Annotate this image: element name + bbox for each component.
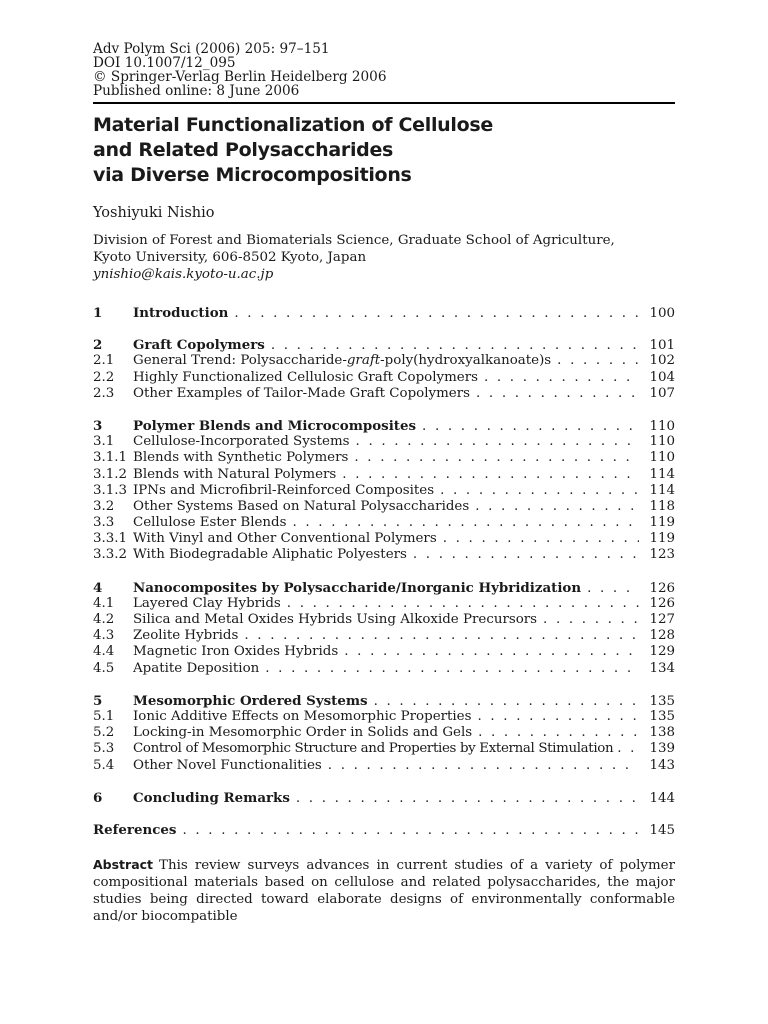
toc-number: 4.1 (93, 595, 115, 611)
toc-label: Magnetic Iron Oxides Hybrids (133, 644, 339, 660)
toc-leader (475, 499, 639, 515)
author-email[interactable]: ynishio@kais.kyoto-u.ac.jp (93, 267, 274, 282)
toc-number: 4 (93, 579, 103, 596)
journal-header (93, 42, 675, 98)
toc-entry[interactable] (93, 353, 675, 369)
toc-leader (287, 596, 639, 612)
toc-leader (356, 434, 639, 450)
toc-entry[interactable] (93, 596, 675, 612)
toc-label: Locking-in Mesomorphic Order in Solids and Gels (133, 725, 473, 741)
toc-page: 127 (649, 612, 675, 627)
toc-label: Silica and Metal Oxides Hybrids Using Alkoxide Precursors (133, 612, 538, 627)
toc-entry[interactable] (93, 434, 675, 450)
toc-page: 145 (649, 822, 675, 838)
toc-label: References (93, 821, 177, 838)
toc-number: 5.1 (93, 708, 115, 724)
toc-leader (617, 741, 643, 757)
toc-label: Cellulose Ester Blends (133, 515, 287, 531)
toc-number: 3.1 (93, 434, 115, 450)
toc-leader (374, 694, 639, 710)
toc-label: Introduction (133, 305, 229, 321)
toc-number: 5.2 (93, 725, 115, 741)
toc-leader (182, 823, 639, 839)
toc-entry[interactable] (93, 758, 675, 774)
toc-leader (292, 515, 639, 531)
toc-entry[interactable] (93, 531, 675, 547)
toc-leader (234, 306, 639, 322)
toc-page: 110 (649, 434, 675, 450)
toc-label: With Vinyl and Other Conventional Polymers (133, 531, 437, 547)
toc-label: Other Systems Based on Natural Polysaccharides (133, 498, 470, 514)
toc-leader (344, 644, 639, 660)
abstract-text: This review surveys advances in current studies of a variety of polymer compositional materials based on cellulose and related polysaccharides, the major studies being directed toward elaborate designs of environmentally conformable and/or biocompatible (93, 858, 675, 925)
toc-number: 6 (93, 789, 103, 806)
toc-leader (543, 612, 639, 628)
toc-leader (484, 370, 639, 386)
toc-leader (443, 531, 639, 547)
toc-page: 110 (649, 418, 675, 434)
title-line: and Related Polysaccharides (93, 139, 394, 161)
toc-entry[interactable] (93, 386, 675, 402)
header-rule (93, 102, 675, 104)
toc-page: 129 (649, 644, 675, 660)
toc-entry[interactable] (93, 661, 675, 677)
toc-page: 102 (649, 353, 675, 369)
toc-leader (422, 419, 639, 435)
toc-entry[interactable] (93, 499, 675, 515)
toc-label: Graft Copolymers (133, 337, 265, 354)
toc-label: With Biodegradable Aliphatic Polyesters (133, 547, 407, 563)
author-name: Yoshiyuki Nishio (93, 205, 215, 221)
toc-page: 100 (649, 306, 675, 321)
toc-number: 3 (93, 417, 103, 434)
toc-entry[interactable] (93, 612, 675, 628)
toc-entry[interactable] (93, 790, 675, 806)
toc-entry[interactable] (93, 418, 675, 434)
toc-number: 4.5 (93, 660, 115, 676)
toc-label: Nanocomposites by Polysaccharide/Inorganic Hybridization (133, 579, 582, 596)
toc-leader (476, 386, 639, 402)
toc-number: 4.2 (93, 612, 115, 627)
toc-label: Polymer Blends and Microcomposites (133, 417, 417, 434)
toc-number: 5.3 (93, 741, 115, 757)
toc-number: 3.3.2 (93, 547, 128, 563)
toc-label: Control of Mesomorphic Structure and Properties by External Stimulation (133, 741, 614, 757)
toc-entry[interactable] (93, 741, 675, 757)
toc-leader (244, 628, 639, 644)
toc-entry[interactable] (93, 515, 675, 531)
toc-entry[interactable] (93, 450, 675, 466)
toc-label: Zeolite Hybrids (133, 628, 239, 644)
toc-page: 139 (649, 741, 675, 757)
toc-page: 119 (649, 515, 675, 531)
toc-page: 126 (649, 595, 675, 611)
toc-label: Other Examples of Tailor-Made Graft Copolymers (133, 385, 470, 401)
toc-entry[interactable] (93, 483, 675, 499)
toc-label: IPNs and Microfibril-Reinforced Composites (133, 482, 435, 498)
toc-label: Concluding Remarks (133, 789, 290, 806)
toc-leader (265, 661, 639, 677)
toc-entry[interactable] (93, 725, 675, 741)
affiliation (93, 232, 675, 283)
toc-number: 3.3 (93, 515, 115, 531)
toc-leader (328, 758, 639, 774)
toc-number: 3.1.3 (93, 482, 128, 498)
toc-label: Cellulose-Incorporated Systems (133, 434, 350, 450)
toc-page: 110 (649, 450, 675, 466)
paper-title (93, 113, 675, 188)
abstract-label: Abstract (93, 857, 154, 873)
toc-leader (296, 791, 639, 807)
toc-page: 134 (649, 660, 675, 676)
paper-page (93, 42, 675, 925)
toc-label: Blends with Natural Polymers (133, 466, 337, 482)
toc-number: 5 (93, 692, 103, 709)
toc-number: 4.3 (93, 628, 115, 644)
toc-entry[interactable] (93, 709, 675, 725)
toc-number: 3.1.1 (93, 450, 128, 466)
toc-leader (413, 547, 639, 563)
toc-number: 3.3.1 (93, 531, 128, 547)
toc-page: 126 (649, 580, 675, 596)
copyright: © Springer-Verlag Berlin Heidelberg 2006 (93, 69, 387, 85)
toc-page: 138 (649, 725, 675, 741)
toc-entry[interactable] (93, 370, 675, 386)
toc-page: 128 (649, 628, 675, 644)
toc-leader (478, 725, 639, 741)
toc-leader (271, 338, 639, 354)
title-line: Material Functionalization of Cellulose (93, 114, 493, 136)
toc-entry[interactable] (93, 305, 675, 321)
toc-label: Mesomorphic Ordered Systems (133, 692, 368, 709)
toc-number: 2.3 (93, 385, 115, 401)
toc-page: 101 (649, 338, 675, 354)
toc-number: 4.4 (93, 644, 115, 660)
toc-entry[interactable] (93, 580, 675, 596)
toc-leader (354, 450, 639, 466)
toc-page: 118 (649, 498, 675, 514)
toc-label: General Trend: Polysaccharide-graft-poly(hydroxyalkanoate)s (133, 353, 552, 369)
toc-entry[interactable] (93, 467, 675, 483)
toc-number: 1 (93, 305, 103, 321)
affiliation-line: Division of Forest and Biomaterials Science, Graduate School of Agriculture, (93, 233, 615, 248)
toc-number: 2.1 (93, 353, 115, 369)
title-line: via Diverse Microcompositions (93, 164, 412, 186)
toc-leader (342, 467, 639, 483)
toc-label: Layered Clay Hybrids (133, 595, 281, 611)
toc-entry[interactable] (93, 693, 675, 709)
toc-entry[interactable] (93, 547, 675, 563)
table-of-contents (93, 305, 675, 838)
toc-leader (477, 709, 639, 725)
doi: DOI 10.1007/12_095 (93, 55, 236, 71)
toc-label: Other Novel Functionalities (133, 757, 322, 773)
toc-page: 144 (649, 790, 675, 806)
toc-entry[interactable] (93, 337, 675, 353)
abstract (93, 856, 675, 925)
affiliation-line: Kyoto University, 606-8502 Kyoto, Japan (93, 250, 367, 265)
toc-entry[interactable] (93, 628, 675, 644)
toc-page: 119 (649, 531, 675, 547)
toc-label: Highly Functionalized Cellulosic Graft Copolymers (133, 369, 478, 385)
toc-page: 135 (649, 693, 675, 709)
toc-number: 2 (93, 337, 103, 354)
toc-page: 123 (649, 547, 675, 563)
toc-label: Apatite Deposition (133, 660, 260, 676)
toc-number: 5.4 (93, 757, 115, 773)
toc-page: 135 (649, 708, 675, 724)
toc-page: 107 (649, 385, 675, 401)
toc-number: 3.2 (93, 498, 115, 514)
published-date: Published online: 8 June 2006 (93, 83, 300, 99)
toc-label: Ionic Additive Effects on Mesomorphic Properties (133, 708, 472, 724)
toc-number: 2.2 (93, 369, 115, 385)
citation: Adv Polym Sci (2006) 205: 97–151 (93, 41, 330, 57)
toc-leader (587, 581, 639, 597)
toc-entry[interactable] (93, 822, 675, 838)
toc-label: Blends with Synthetic Polymers (133, 450, 349, 466)
toc-leader (557, 353, 639, 369)
toc-number: 3.1.2 (93, 466, 128, 482)
toc-leader (440, 483, 639, 499)
toc-entry[interactable] (93, 644, 675, 660)
toc-page: 104 (649, 369, 675, 385)
toc-page: 114 (649, 482, 675, 498)
toc-page: 143 (649, 757, 675, 773)
toc-page: 114 (649, 466, 675, 482)
